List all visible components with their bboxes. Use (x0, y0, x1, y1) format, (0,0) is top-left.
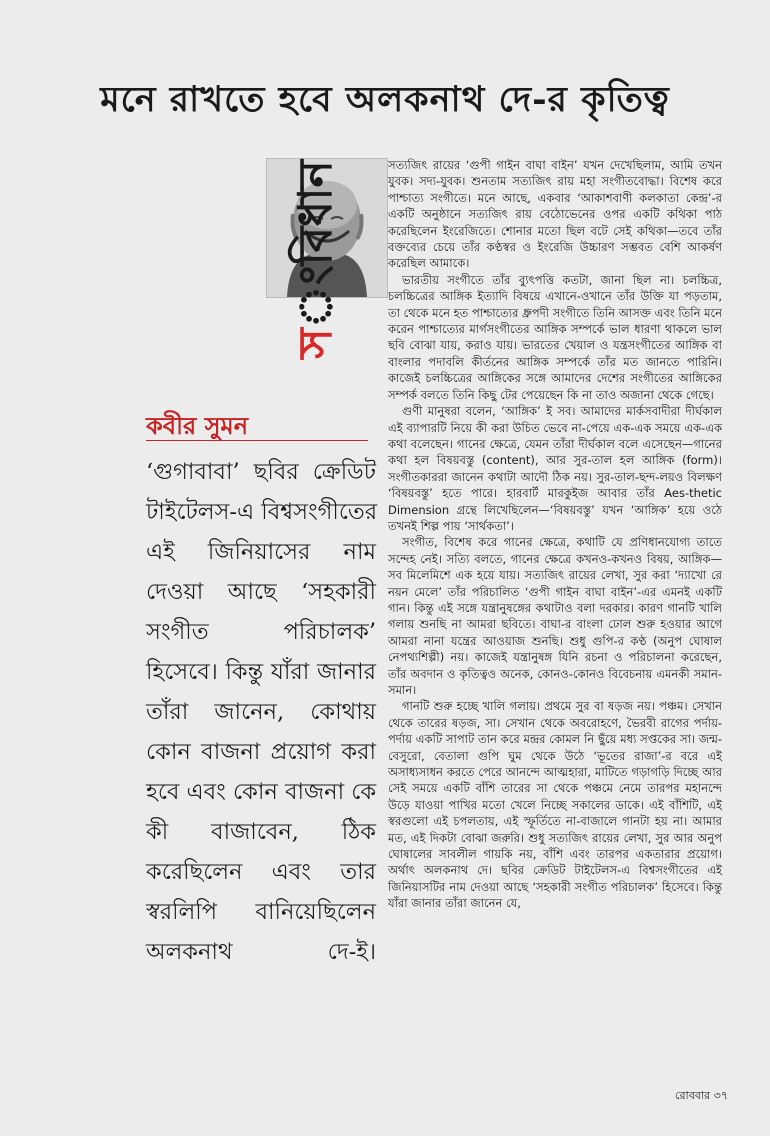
column-brand-text: ংবিধান (288, 160, 342, 329)
column-brand (288, 160, 342, 359)
pull-quote-line: কোন বাজনা প্রয়োগ করা (146, 739, 376, 765)
pull-quote-line: ‘গুগাবাবা’ ছবির ক্রেডিট (146, 459, 376, 485)
pull-quote-line: তাঁরা জানেন, কোথায় (146, 699, 376, 725)
body-paragraph: সত্যজিৎ রায়ের ‘গুপী গাইন বাঘা বাইন’ যখন দেখেছিলাম, আমি তখন যুবক। সদ্য-যুবক। শুনতাম সত্যজিৎ রায় মহা সংগীতবোদ্ধা। বিশেষ করে পাশ্চাত্য সংগীতে। মনে আছে, একবার ‘আকাশবাণী কলকাতা কেন্দ্র’-র একটি অনুষ্ঠানে সত্যজিৎ রায় বেঠোভেনের ওপর একটি কথিকা পাঠ করেছিলেন ইংরেজিতে। শোনার মতো ছিল বটে সেই কথিকা—তবে তাঁর বক্তব্যের চেয়ে তাঁর কণ্ঠস্বর ও ইংরেজি উচ্চারণ সম্ভবত বেশি আকর্ষণ করেছিল আমাকে। (388, 158, 722, 271)
pull-quote-line: কী বাজাবেন, ঠিক (146, 819, 376, 845)
pull-quote-line: অলকনাথ দে-ই। (146, 939, 376, 965)
pull-quote-line: টাইটেলস-এ বিশ্বসংগীতের (146, 499, 378, 525)
pull-quote-line: হবে এবং কোন বাজনা কে (146, 779, 377, 805)
body-paragraph: সংগীত, বিশেষ করে গানের ক্ষেত্রে, কথাটি যে প্রণিধানযোগ্য তাতে সন্দেহ নেই। সত্যি বলতে, গানের ক্ষেত্রে কখনও-কখনও বিষয়, আঙ্গিক—সব মিলেমিশে এক হয়ে যায়। সত্যজিৎ রায়ের লেখা, সুর করা ‘দ্যাখো রে নয়ন মেলে’ তাঁর পরিচালিত ‘গুপী গাইন বাঘা বাইন’-এর এমনই একটি গান। কিন্তু এই সঙ্গে যন্ত্রানুষঙ্গের কথাটাও বলা দরকার। কারণ গানটি খালি গলায় শুনছি না আমরা ছবিতে। বাঘা-র বাংলা ঢোল শুরু হওয়ার আগে আমরা নানা যন্ত্রের আওয়াজ শুনছি। শুধু গুপি-র কণ্ঠ (অনুপ ঘোষাল নেপথ্যশিল্পী) নয়। কাজেই যন্ত্রানুষঙ্গ যিনি রচনা ও পরিচালনা করেছেন, তাঁর অবদান ও কৃতিত্বও অনেক, কোনও-কোনও বিবেচনায় এমনকী সমান-সমান। (388, 535, 722, 697)
page-footer: রোববার ৩৭ (675, 1089, 728, 1102)
pull-quote (146, 452, 376, 972)
pull-quote-line: দেওয়া আছে ‘সহকারী (146, 579, 376, 605)
article-body (388, 157, 722, 912)
column-brand-accent: স (288, 328, 342, 359)
author-name: কবীর সুমন (146, 411, 249, 440)
body-paragraph: গানটি শুরু হচ্ছে খালি গলায়। প্রথমে সুর বা ষড়জ নয়। পঞ্চম। সেখান থেকে তারের ষড়জ, সা। সেখান থেকে অবরোহণে, ভৈরবী রাগের পর্দায়-পর্দায় একটি সাপাট তান করে মন্দ্রর কোমল নি ছুঁয়ে মধ্য সপ্তকের সা। জন্ম-বেসুরো, বেতালা গুপি ঘুম থেকে উঠে ‘ভূতের রাজা’-র বরে এই অসাধ্যসাধন করতে পেরে আনন্দে আত্মহারা, মাটিতে গড়াগড়ি দিচ্ছে আর সেই সময়ে একটি বাঁশি তারের সা থেকে পঞ্চমে নেমে তারপর মহানন্দে উড়ে যাওয়া পাখির মতো খেলে নিচ্ছে সকালের ডাকে। এই বাঁশিটি, এই স্বরগুলো এই চপলতায়, এই স্ফূর্তিতে না-বাজালে গানটা হয় না। আমার মত, এই দিকটা বোঝা জরুরি। শুধু সত্যজিৎ রায়ের লেখা, সুর আর অনুপ ঘোষালের সাবলীল গায়কি নয়, বাঁশি এবং তারপর একতারার প্রয়োগ। অর্থাৎ অলকনাথ দে। ছবির ক্রেডিট টাইটেলস-এ বিশ্বসংগীতের এই জিনিয়াসটির নাম দেওয়া আছে ‘সহকারী সংগীত পরিচালক’ হিসেবে। কিন্তু যাঁরা জানার তাঁরা জানেন যে, (388, 699, 722, 911)
article-headline: মনে রাখতে হবে অলকনাথ দে-র কৃতিত্ব (100, 79, 670, 120)
body-paragraph: গুণী মানুষরা বলেন, ‘আঙ্গিক’ ই সব। আমাদের মার্কসবাদীরা দীর্ঘকাল এই ব্যাপারটি নিয়ে কী করা উচিত ভেবে না-পেয়ে এক-এক সময়ে এক-এক কথা বলেছেন। গানের ক্ষেত্রে, যেমন তাঁরা দীর্ঘকাল বলে এসেছেন—গানের কথা হল বিষয়বস্তু (content), আর সুর-তাল হল আঙ্গিক (form)। সংগীতকাররা জানেন কথাটা আদৌ ঠিক নয়। সুর-তাল-ছন্দ-লয়ও বিলক্ষণ ‘বিষয়বস্তু’ হতে পারে। হারবার্ট মারকুইজ আবার তাঁর Aes-thetic Dimension গ্রন্থে লিখেছিলেন—‘বিষয়বস্তু’ যখন ‘আঙ্গিক’ হয়ে ওঠে তখনই শিল্প পায় ‘সার্থকতা’। (388, 404, 722, 533)
pull-quote-line: স্বরলিপি বানিয়েছিলেন (146, 899, 376, 925)
pull-quote-line: এই জিনিয়াসের নাম (146, 539, 376, 565)
author-divider (146, 440, 368, 441)
body-paragraph: ভারতীয় সংগীতে তাঁর ব্যুৎপত্তি কতটা, জানা ছিল না। চলচ্চিত্র, চলচ্চিত্রের আঙ্গিক ইত্যাদি বিষয়ে এখানে-ওখানে তাঁর উক্তি যা পড়তাম, তা থেকে মনে হত পাশ্চাত্যের ধ্রুপদী সংগীতে তিনি আসক্ত এবং তিনি মনে করেন পাশ্চাত্যের মার্গসংগীতের আঙ্গিক সম্পর্কে ভাল ধারণা থাকলে ভাল ছবি বোঝা যায়, করাও যায়। ভারতের খেয়াল ও যন্ত্রসংগীতের আঙ্গিক বা বাংলার পদাবলি কীর্তনের আঙ্গিক সম্পর্কে তাঁর মত জানতে পারিনি। কাজেই চলচ্চিত্রের আঙ্গিকের সঙ্গে আমাদের দেশের সংগীতের আঙ্গিকের সম্পর্ক বলতে তিনি কিছু টের পেয়েছেন কি না তাও অজানা থেকে গেছে। (388, 272, 722, 402)
pull-quote-line: সংগীত পরিচালক’ (146, 619, 376, 645)
pull-quote-line: করেছিলেন এবং তার (146, 859, 376, 885)
pull-quote-line: হিসেবে। কিন্তু যাঁরা জানার (146, 659, 376, 685)
